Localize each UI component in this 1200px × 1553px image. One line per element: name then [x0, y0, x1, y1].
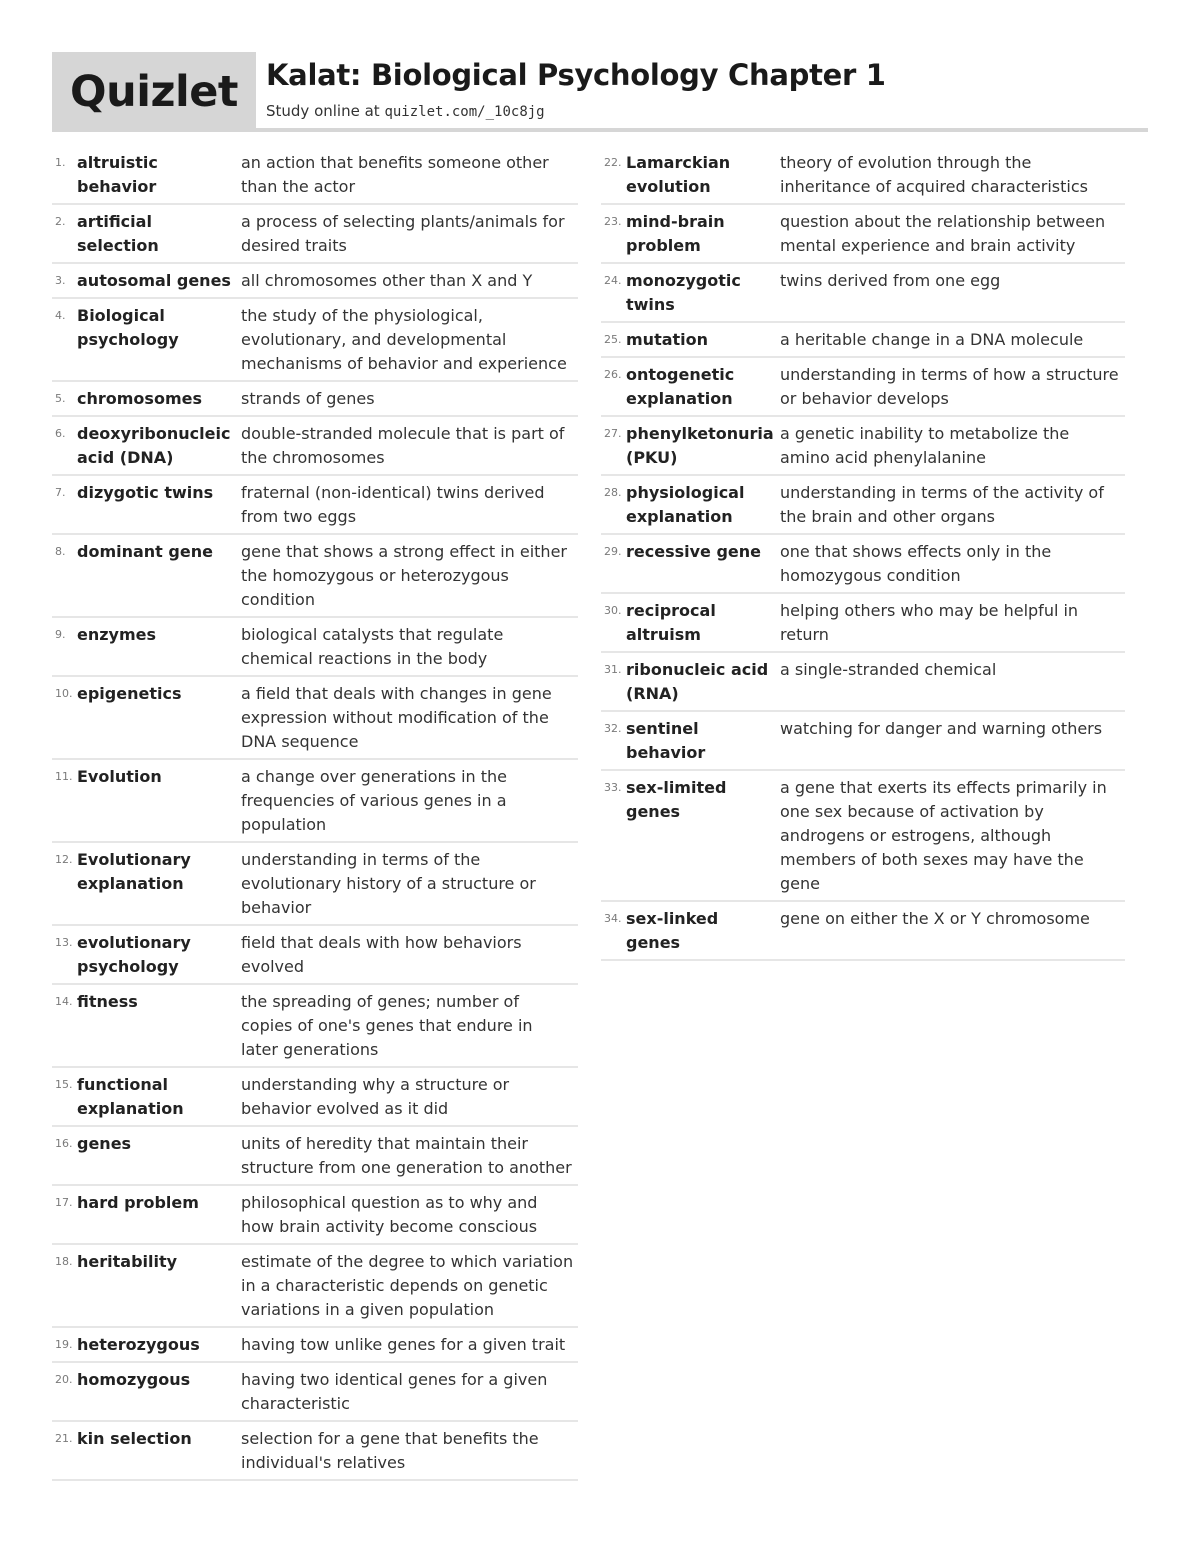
term-row — [52, 146, 578, 205]
term-name: altruistic behavior — [77, 153, 158, 196]
term-number: 18. — [55, 1255, 73, 1268]
term-number: 13. — [55, 936, 73, 949]
term-name: sex-linked genes — [626, 909, 719, 952]
term-row — [601, 535, 1125, 594]
term-row — [52, 476, 578, 535]
term-definition: theory of evolution through the inheritance of acquired characteristics — [780, 153, 1088, 196]
term-definition: estimate of the degree to which variation in a characteristic depends on genetic variations in a given population — [241, 1252, 574, 1319]
term-definition: field that deals with how behaviors evolved — [241, 933, 522, 976]
term-name: evolutionary psychology — [77, 933, 191, 976]
term-definition: a process of selecting plants/animals for desired traits — [241, 212, 565, 255]
term-definition: a change over generations in the frequencies of various genes in a population — [241, 767, 507, 834]
term-row — [52, 1422, 578, 1481]
term-row — [601, 902, 1125, 961]
term-row — [52, 1245, 578, 1328]
term-definition: having two identical genes for a given characteristic — [241, 1370, 548, 1413]
term-number: 23. — [604, 215, 622, 228]
term-row — [52, 1186, 578, 1245]
term-number: 3. — [55, 274, 66, 287]
term-name: autosomal genes — [77, 271, 231, 290]
term-row — [52, 677, 578, 760]
term-definition: philosophical question as to why and how brain activity become conscious — [241, 1193, 538, 1236]
term-list-left — [52, 146, 578, 1481]
term-definition: gene on either the X or Y chromosome — [780, 909, 1090, 928]
term-number: 10. — [55, 687, 73, 700]
term-definition: the study of the physiological, evolutionary, and developmental mechanisms of behavior and experience — [241, 306, 567, 373]
term-definition: fraternal (non-identical) twins derived from two eggs — [241, 483, 545, 526]
term-number: 21. — [55, 1432, 73, 1445]
term-number: 17. — [55, 1196, 73, 1209]
term-definition: a heritable change in a DNA molecule — [780, 330, 1084, 349]
term-number: 11. — [55, 770, 73, 783]
term-number: 5. — [55, 392, 66, 405]
term-number: 26. — [604, 368, 622, 381]
term-row — [601, 417, 1125, 476]
term-definition: a field that deals with changes in gene expression without modification of the DNA sequence — [241, 684, 552, 751]
term-row — [52, 1363, 578, 1422]
term-row — [52, 1328, 578, 1363]
term-number: 7. — [55, 486, 66, 499]
term-name: monozygotic twins — [626, 271, 741, 314]
term-row — [52, 985, 578, 1068]
term-number: 32. — [604, 722, 622, 735]
term-name: reciprocal altruism — [626, 601, 716, 644]
term-name: functional explanation — [77, 1075, 184, 1118]
term-name: physiological explanation — [626, 483, 745, 526]
term-definition: understanding in terms of the activity of the brain and other organs — [780, 483, 1104, 526]
term-row — [52, 535, 578, 618]
term-definition: biological catalysts that regulate chemical reactions in the body — [241, 625, 504, 668]
term-number: 15. — [55, 1078, 73, 1091]
header-divider — [52, 128, 1148, 132]
term-name: heterozygous — [77, 1335, 200, 1354]
term-name: heritability — [77, 1252, 178, 1271]
term-name: Evolution — [77, 767, 162, 786]
term-name: artificial selection — [77, 212, 159, 255]
term-number: 8. — [55, 545, 66, 558]
term-definition: units of heredity that maintain their structure from one generation to another — [241, 1134, 572, 1177]
term-definition: a gene that exerts its effects primarily in one sex because of activation by androgens or estrogens, although members of both sexes may have the gene — [780, 778, 1107, 893]
term-name: sex-limited genes — [626, 778, 727, 821]
term-definition: double-stranded molecule that is part of the chromosomes — [241, 424, 565, 467]
term-number: 31. — [604, 663, 622, 676]
term-row — [52, 1068, 578, 1127]
term-definition: strands of genes — [241, 389, 375, 408]
term-number: 20. — [55, 1373, 73, 1386]
term-name: dominant gene — [77, 542, 213, 561]
term-name: chromosomes — [77, 389, 202, 408]
term-row — [601, 205, 1125, 264]
term-definition: gene that shows a strong effect in either the homozygous or heterozygous condition — [241, 542, 567, 609]
term-number: 28. — [604, 486, 622, 499]
term-definition: understanding in terms of how a structure or behavior develops — [780, 365, 1119, 408]
logo-text: Quizlet — [70, 67, 238, 117]
term-name: phenylketonuria (PKU) — [626, 424, 774, 467]
page-subtitle — [266, 102, 545, 120]
term-name: dizygotic twins — [77, 483, 214, 502]
term-row — [52, 926, 578, 985]
term-definition: a single-stranded chemical — [780, 660, 997, 679]
term-row — [601, 653, 1125, 712]
term-definition: having tow unlike genes for a given trait — [241, 1335, 566, 1354]
term-name: hard problem — [77, 1193, 199, 1212]
term-definition: twins derived from one egg — [780, 271, 1001, 290]
page-title: Kalat: Biological Psychology Chapter 1 — [266, 58, 886, 92]
term-number: 9. — [55, 628, 66, 641]
term-row — [601, 146, 1125, 205]
term-row — [52, 264, 578, 299]
term-definition: understanding why a structure or behavior evolved as it did — [241, 1075, 510, 1118]
term-definition: helping others who may be helpful in return — [780, 601, 1079, 644]
term-number: 29. — [604, 545, 622, 558]
term-name: Evolutionary explanation — [77, 850, 191, 893]
term-row — [52, 618, 578, 677]
term-number: 27. — [604, 427, 622, 440]
term-row — [52, 1127, 578, 1186]
term-row — [601, 264, 1125, 323]
term-row — [601, 771, 1125, 902]
term-row — [601, 594, 1125, 653]
term-name: mind-brain problem — [626, 212, 725, 255]
term-definition: an action that benefits someone other than the actor — [241, 153, 549, 196]
subtitle-prefix: Study online at — [266, 102, 385, 120]
term-definition: watching for danger and warning others — [780, 719, 1103, 738]
term-name: ribonucleic acid (RNA) — [626, 660, 769, 703]
term-list-right — [601, 146, 1125, 961]
term-row — [601, 323, 1125, 358]
term-row — [52, 760, 578, 843]
term-row — [52, 205, 578, 264]
term-name: sentinel behavior — [626, 719, 706, 762]
term-name: recessive gene — [626, 542, 762, 561]
term-number: 24. — [604, 274, 622, 287]
term-number: 22. — [604, 156, 622, 169]
term-row — [601, 358, 1125, 417]
term-definition: one that shows effects only in the homozygous condition — [780, 542, 1052, 585]
term-name: ontogenetic explanation — [626, 365, 735, 408]
term-definition: a genetic inability to metabolize the amino acid phenylalanine — [780, 424, 1070, 467]
quizlet-logo — [52, 52, 256, 132]
term-number: 30. — [604, 604, 622, 617]
term-name: kin selection — [77, 1429, 192, 1448]
term-definition: question about the relationship between mental experience and brain activity — [780, 212, 1106, 255]
term-name: fitness — [77, 992, 138, 1011]
term-definition: selection for a gene that benefits the individual's relatives — [241, 1429, 539, 1472]
term-definition: the spreading of genes; number of copies of one's genes that endure in later generations — [241, 992, 533, 1059]
term-number: 12. — [55, 853, 73, 866]
term-definition: all chromosomes other than X and Y — [241, 271, 533, 290]
term-name: genes — [77, 1134, 132, 1153]
term-name: Lamarckian evolution — [626, 153, 731, 196]
term-number: 4. — [55, 309, 66, 322]
term-row — [52, 382, 578, 417]
term-number: 34. — [604, 912, 622, 925]
term-name: homozygous — [77, 1370, 191, 1389]
term-row — [52, 417, 578, 476]
term-number: 25. — [604, 333, 622, 346]
term-number: 2. — [55, 215, 66, 228]
term-number: 33. — [604, 781, 622, 794]
term-name: deoxyribonucleic acid (DNA) — [77, 424, 231, 467]
term-number: 19. — [55, 1338, 73, 1351]
term-number: 16. — [55, 1137, 73, 1150]
term-row — [601, 712, 1125, 771]
term-name: Biological psychology — [77, 306, 179, 349]
term-row — [52, 299, 578, 382]
term-number: 6. — [55, 427, 66, 440]
term-name: mutation — [626, 330, 709, 349]
page-header — [52, 52, 1148, 132]
term-number: 1. — [55, 156, 66, 169]
term-name: epigenetics — [77, 684, 182, 703]
term-name: enzymes — [77, 625, 157, 644]
term-number: 14. — [55, 995, 73, 1008]
study-link[interactable]: quizlet.com/_10c8jg — [384, 104, 545, 120]
term-row — [52, 843, 578, 926]
term-row — [601, 476, 1125, 535]
term-definition: understanding in terms of the evolutionary history of a structure or behavior — [241, 850, 536, 917]
